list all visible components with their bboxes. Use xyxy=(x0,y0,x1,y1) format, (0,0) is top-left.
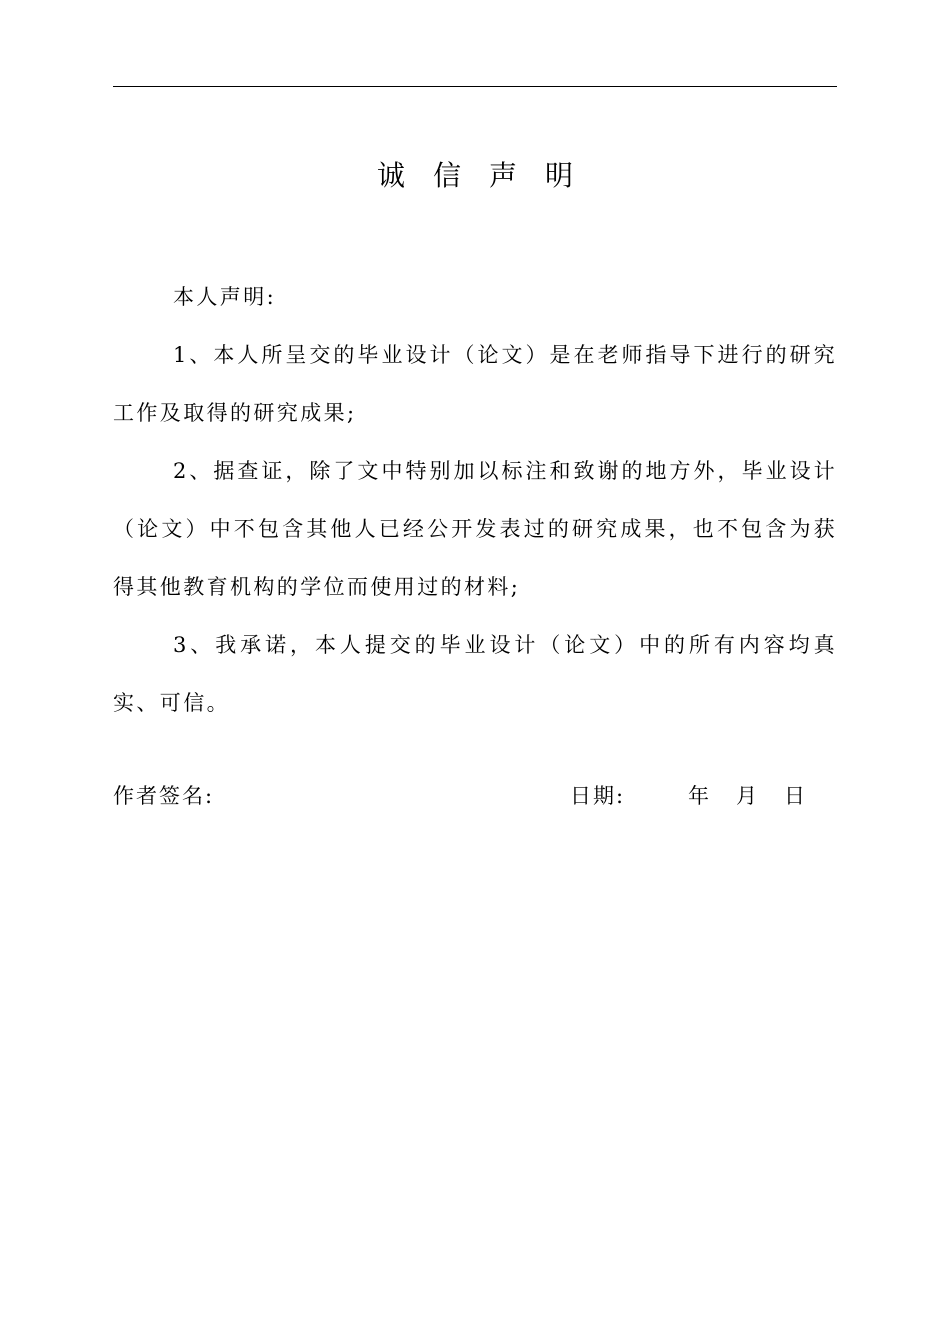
month-label: 月 xyxy=(736,784,759,808)
intro-paragraph: 本人声明: xyxy=(173,285,277,309)
page-title: 诚信声明 xyxy=(376,159,601,192)
date-label: 日期: xyxy=(570,784,626,808)
date-line xyxy=(570,778,814,814)
day-label: 日 xyxy=(784,784,807,808)
author-signature-label: 作者签名: xyxy=(113,784,215,808)
declaration-body xyxy=(113,268,837,732)
declaration-item-1: 1、本人所呈交的毕业设计（论文）是在老师指导下进行的研究工作及取得的研究成果; xyxy=(113,343,837,425)
header-rule xyxy=(113,86,837,87)
declaration-item-2: 2、据查证，除了文中特别加以标注和致谢的地方外，毕业设计（论文）中不包含其他人已经公开发表过的研究成果，也不包含为获得其他教育机构的学位而使用过的材料; xyxy=(113,459,837,599)
declaration-item-3: 3、我承诺，本人提交的毕业设计（论文）中的所有内容均真实、可信。 xyxy=(113,633,837,715)
year-label: 年 xyxy=(688,784,711,808)
